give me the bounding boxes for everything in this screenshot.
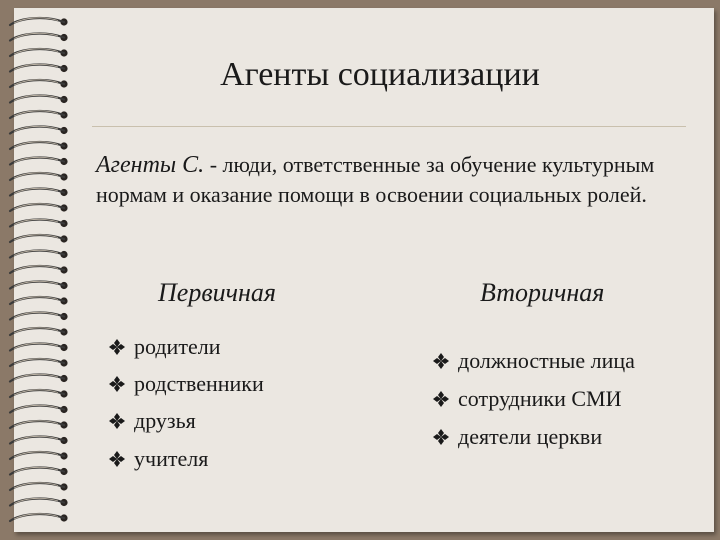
binding-ring [10,188,68,196]
primary-item [108,334,220,360]
primary-item [108,446,208,472]
binding-ring [10,514,68,522]
binding-ring [10,498,68,506]
title-divider [92,126,686,127]
definition-term: Агенты С. [96,152,205,178]
binding-ring [10,436,68,444]
secondary-item [432,424,602,450]
secondary-heading: Вторичная [480,278,605,307]
binding-ring [10,467,68,475]
secondary-item [432,386,622,412]
definition-body: - люди, ответственные за обучение культурным нормам и оказание помощи в освоении социальных ролей. [96,152,655,207]
binding-ring [10,250,68,258]
secondary-item-label: должностные лица [458,348,635,373]
secondary-item-label: деятели церкви [458,424,603,449]
diamond-bullet-icon [432,390,450,408]
diamond-bullet-icon [432,352,450,370]
binding-ring [10,173,68,181]
binding-ring [10,483,68,491]
spiral-binding-icon [0,0,70,540]
primary-item-label: родители [134,334,221,359]
binding-ring [10,111,68,119]
slide-title: Агенты социализации [220,56,540,93]
binding-ring [10,126,68,134]
diamond-bullet-icon [108,450,126,468]
secondary-item-label: сотрудники СМИ [458,386,622,411]
binding-ring [10,235,68,243]
diamond-bullet-icon [108,338,126,356]
primary-item-label: родственники [134,371,264,396]
binding-ring [10,204,68,212]
binding-ring [10,312,68,320]
primary-item-label: учителя [134,446,209,471]
binding-ring [10,33,68,41]
binding-ring [10,18,68,26]
binding-ring [10,297,68,305]
binding-ring [10,405,68,413]
diamond-bullet-icon [108,412,126,430]
binding-ring [10,359,68,367]
primary-heading: Первичная [158,278,276,307]
binding-ring [10,266,68,274]
diamond-bullet-icon [432,428,450,446]
primary-item [108,408,196,434]
binding-ring [10,142,68,150]
secondary-item [432,348,635,374]
binding-ring [10,390,68,398]
binding-ring [10,343,68,351]
diamond-bullet-icon [108,375,126,393]
binding-ring [10,80,68,88]
binding-ring [10,157,68,165]
binding-ring [10,421,68,429]
binding-ring [10,328,68,336]
binding-ring [10,281,68,289]
binding-ring [10,95,68,103]
binding-ring [10,64,68,72]
binding-ring [10,452,68,460]
definition-text [96,150,696,209]
binding-ring [10,219,68,227]
primary-item [108,371,264,397]
primary-item-label: друзья [134,408,196,433]
binding-ring [10,374,68,382]
binding-ring [10,49,68,57]
